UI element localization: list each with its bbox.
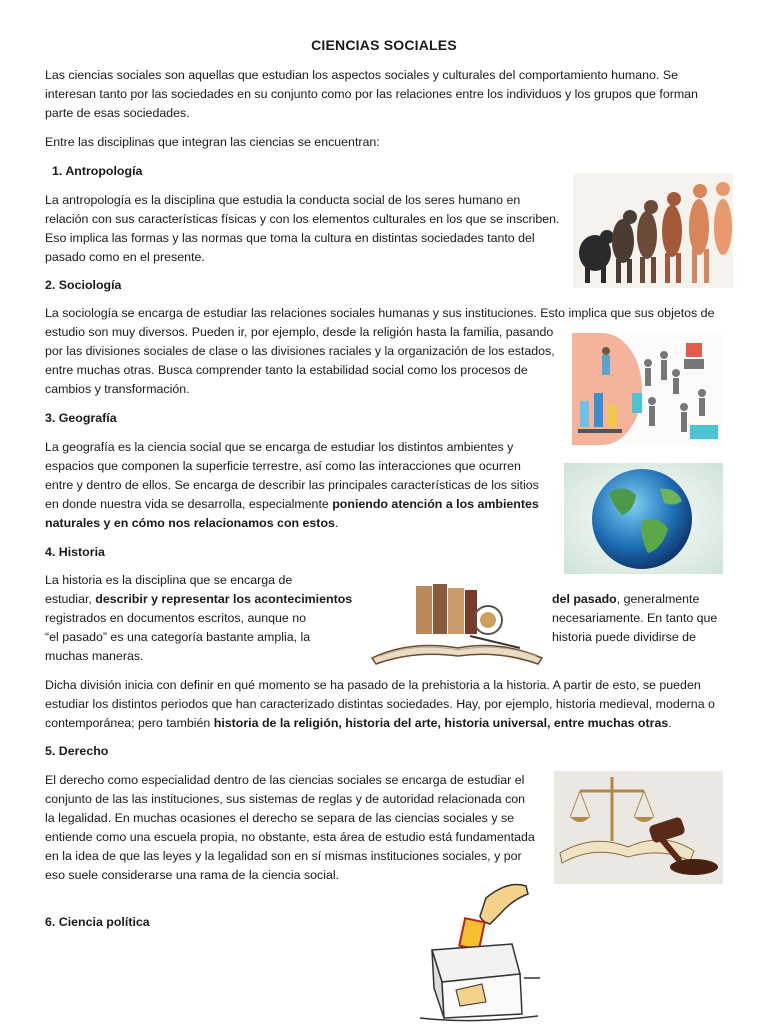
heading-geografia: 3. Geografía bbox=[45, 411, 117, 425]
sociology-image bbox=[572, 333, 722, 445]
ballot-box-image bbox=[412, 878, 542, 1024]
sociologia-text: estudio son muy diversos. Pueden ir, por ejemplo, desde la religión hasta la familia, pasando por las divisiones sociales de clase o las divisiones raciales y la organización de los estados, entre muchas otras. Busca comprender tanto la estabilidad social como los procesos de cambios y transformación. bbox=[45, 325, 555, 396]
historia-right-line1: del pasado, generalmente bbox=[552, 592, 700, 606]
heading-derecho: 5. Derecho bbox=[45, 744, 109, 758]
historia-right-line2: necesariamente. En tanto que bbox=[552, 611, 718, 625]
heading-ciencia-politica: 6. Ciencia política bbox=[45, 915, 150, 929]
geografia-text: La geografía es la ciencia social que se encarga de estudiar los distintos ambientes y espacios que componen la superficie terrestre, así como las interacciones que ocurren entre y dentro de ellos. Se encarga de describir las principales características de los sitios en donde nuestra vida se desarrolla, especialmente poniendo atención a los ambientes naturales y en cómo nos relacionamos con estos. bbox=[45, 440, 539, 530]
heading-antropologia: 1. Antropología bbox=[52, 164, 143, 178]
books-image bbox=[370, 582, 545, 668]
historia-left-line4: “el pasado” es una categoría bastante amplia, la bbox=[45, 630, 311, 644]
disciplines-intro: Entre las disciplinas que integran las ciencias se encuentran: bbox=[45, 135, 380, 149]
heading-sociologia: 2. Sociología bbox=[45, 278, 122, 292]
heading-historia: 4. Historia bbox=[45, 545, 105, 559]
page-title: CIENCIAS SOCIALES bbox=[311, 37, 457, 53]
derecho-text: El derecho como especialidad dentro de las ciencias sociales se encarga de estudiar el conjunto de las las instituciones, sus sistemas de reglas y de autoridad relacionada con la legalidad. En muchas ocasiones el derecho se separa de las ciencias sociales y se entiende como una escuela propia, no obstante, esta área de estudio está fundamentada en la idea de que las leyes y la legalidad son en sí mismas instituciones sociales, y por eso suele considerarse una rama de la ciencia social. bbox=[45, 773, 535, 882]
antropologia-text: La antropología es la disciplina que estudia la conducta social de los seres humano en relación con sus características físicas y con los elementos culturales en los que se inscriben. Eso implica las formas y las normas que toma la cultura en distintas sociedades tanto del pasado como en el presente. bbox=[45, 193, 560, 264]
historia-left-line1: La historia es la disciplina que se encarga de bbox=[45, 573, 293, 587]
justice-image bbox=[554, 771, 723, 884]
sociologia-text-line1: La sociología se encarga de estudiar las relaciones sociales humanas y sus instituciones. Esto implica que sus objetos de bbox=[45, 306, 715, 320]
historia-left-line2: estudiar, describir y representar los acontecimientos bbox=[45, 592, 353, 606]
historia-left-line5: muchas maneras. bbox=[45, 649, 144, 663]
globe-image bbox=[564, 463, 723, 574]
historia-continuation: Dicha división inicia con definir en qué momento se ha pasado de la prehistoria a la historia. A partir de esto, se pueden estudiar los distintos periodos que han caracterizado distintas sociedades. Hay, por ejemplo, historia medieval, moderna o contemporánea; pero también historia de la religión, historia del arte, historia universal, entre muchas otras. bbox=[45, 678, 715, 730]
intro-paragraph: Las ciencias sociales son aquellas que estudian los aspectos sociales y culturales del comportamiento humano. Se interesan tanto por las sociedades en su conjunto como por las relaciones entre los individuos y los grupos que forman parte de esas sociedades. bbox=[45, 68, 698, 120]
historia-right-line3: historia puede dividirse de bbox=[552, 630, 696, 644]
evolution-image bbox=[573, 173, 733, 288]
historia-left-line3: registrados en documentos escritos, aunque no bbox=[45, 611, 307, 625]
